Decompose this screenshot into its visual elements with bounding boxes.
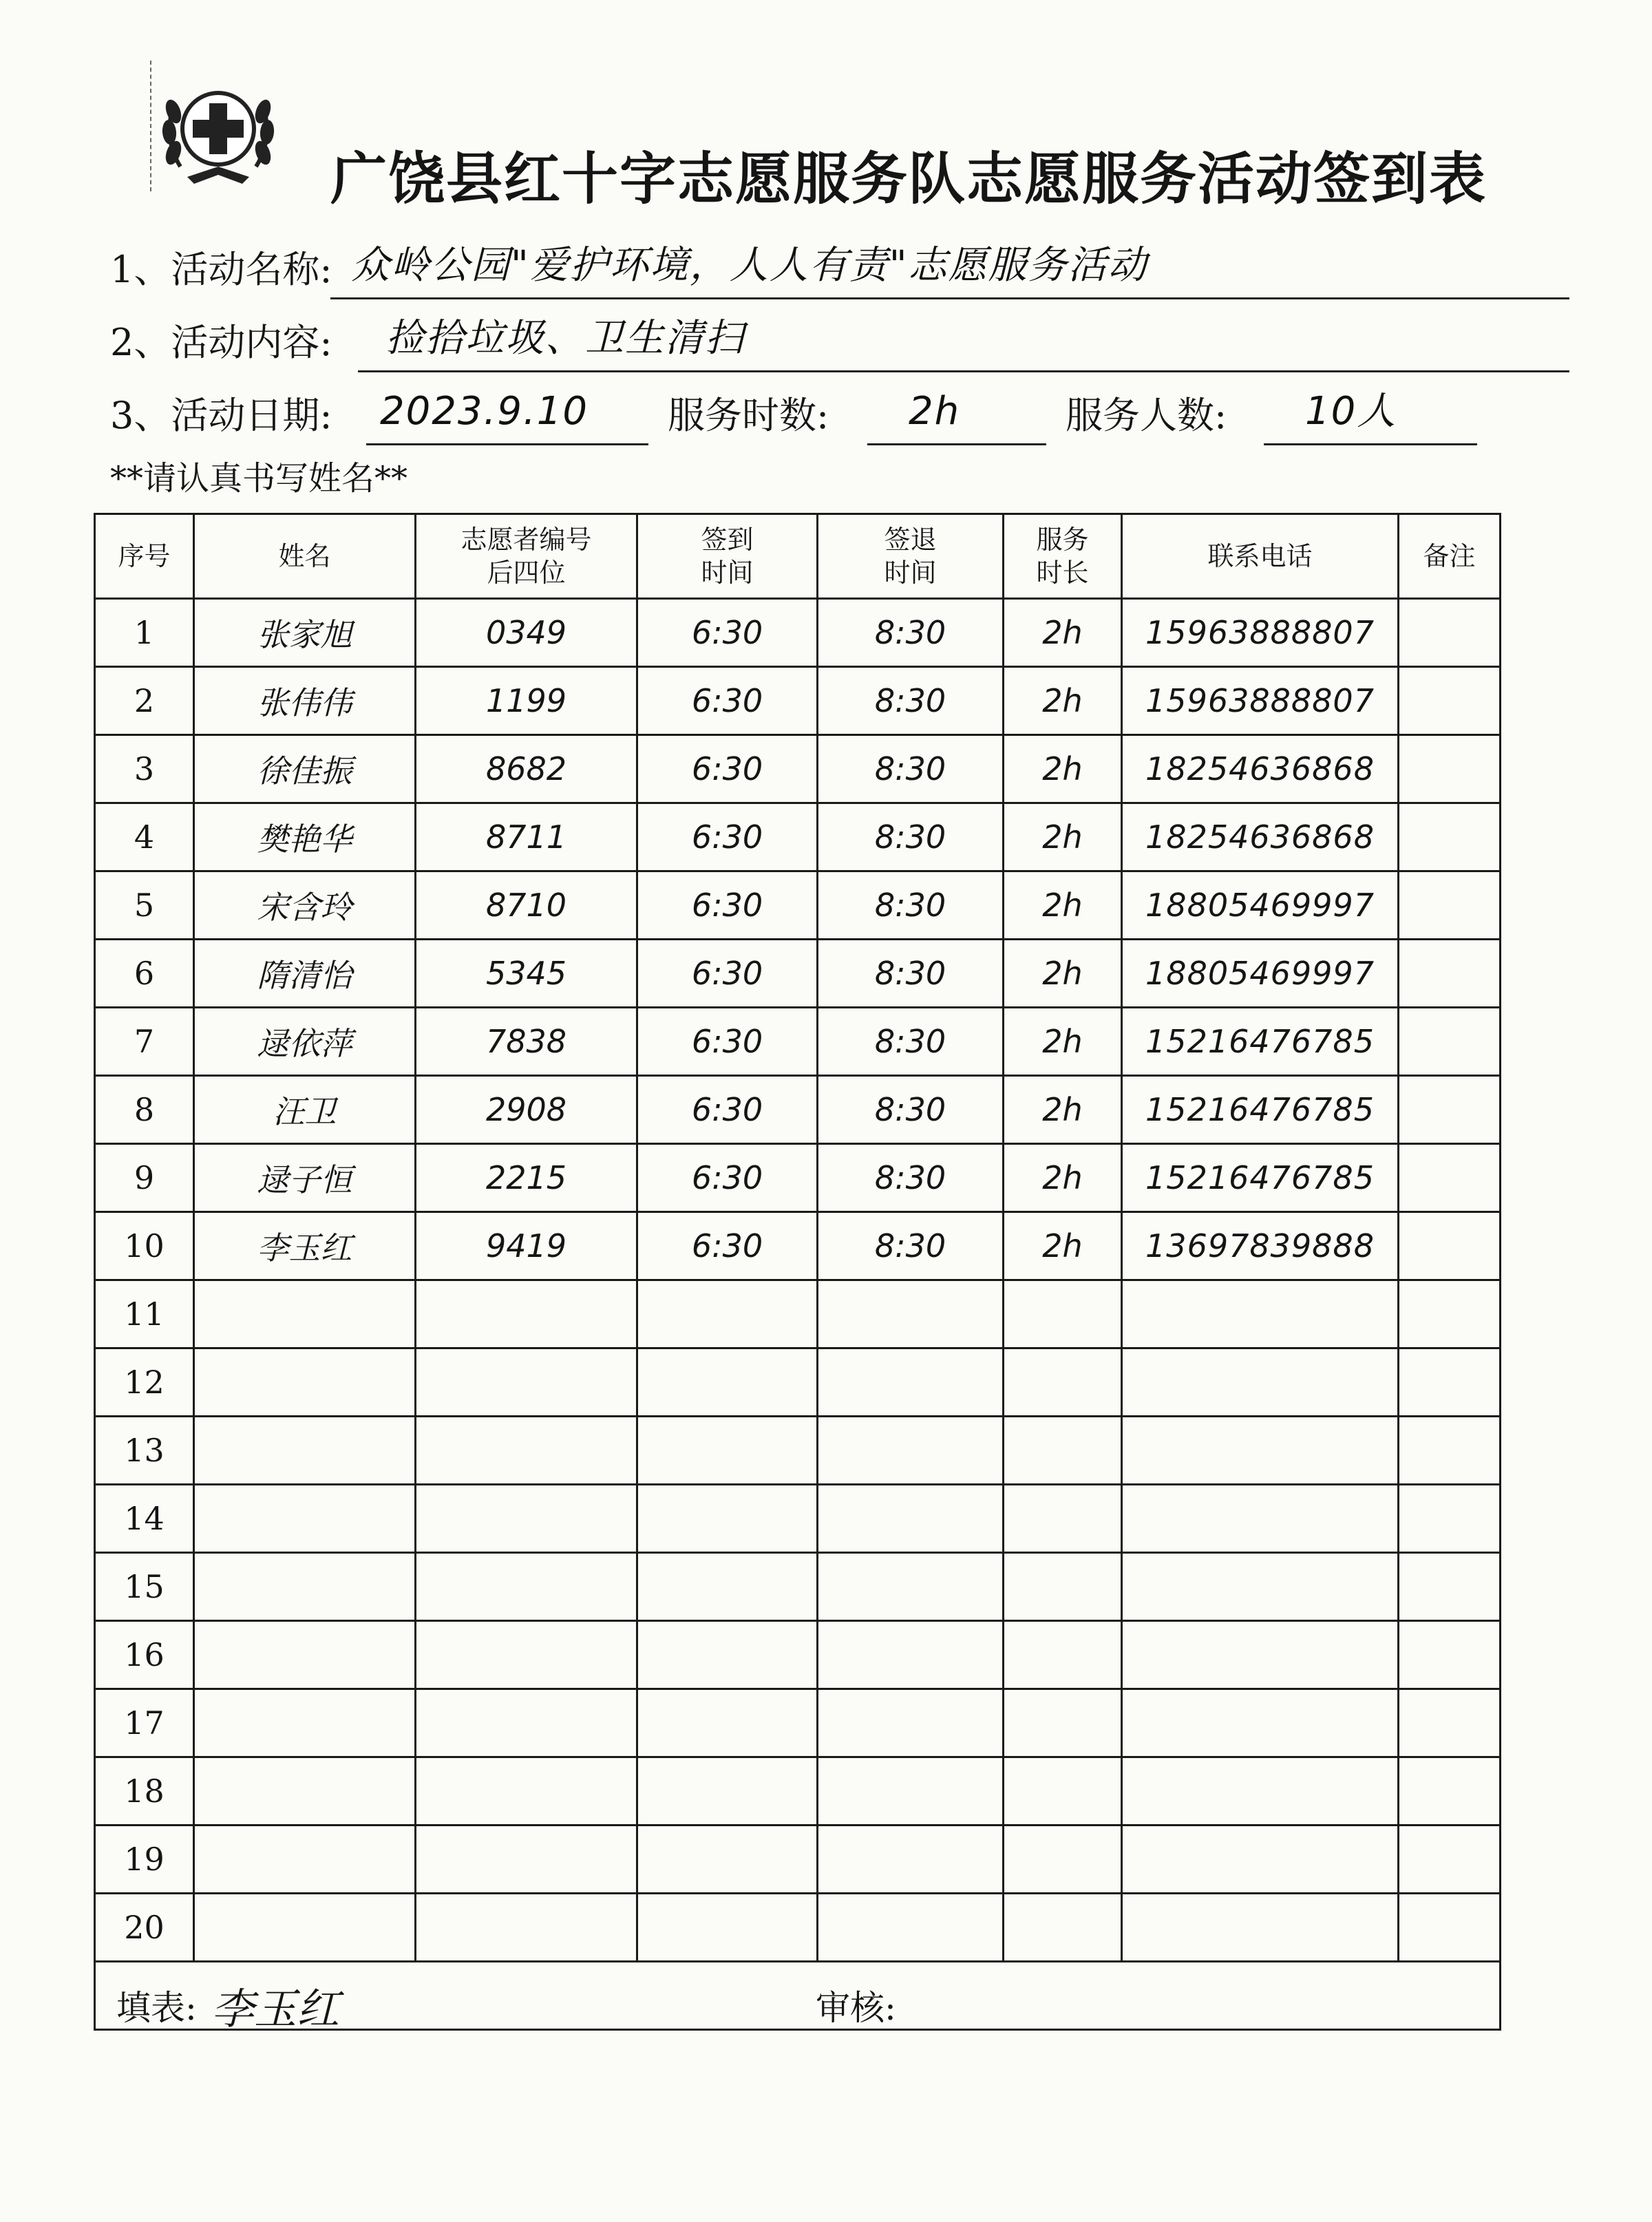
row-checkout: 8:30 [818, 599, 1004, 667]
row-volunteer-id [416, 1348, 637, 1417]
row-index: 11 [95, 1280, 194, 1348]
row-volunteer-id: 7838 [416, 1008, 637, 1076]
row-name [194, 1621, 416, 1689]
activity-name-underline [330, 242, 1569, 299]
row-index: 14 [95, 1485, 194, 1553]
row-remarks [1399, 1008, 1501, 1076]
row-duration: 2h [1004, 599, 1122, 667]
reviewer-label: 审核: [816, 1988, 896, 2028]
row-remarks [1399, 1348, 1501, 1417]
row-volunteer-id: 1199 [416, 667, 637, 735]
table-row [95, 1894, 1501, 1962]
row-volunteer-id: 0349 [416, 599, 637, 667]
row-checkout [818, 1348, 1004, 1417]
table-row [95, 1826, 1501, 1894]
activity-content-underline [358, 315, 1569, 372]
row-remarks [1399, 1553, 1501, 1621]
row-duration [1004, 1621, 1122, 1689]
row-remarks [1399, 1485, 1501, 1553]
row-index: 1 [95, 599, 194, 667]
row-checkin [637, 1417, 818, 1485]
row-checkin [637, 1485, 818, 1553]
row-checkout: 8:30 [818, 1076, 1004, 1144]
row-index: 18 [95, 1757, 194, 1826]
service-people-underline [1264, 388, 1477, 445]
row-volunteer-id [416, 1553, 637, 1621]
row-index: 15 [95, 1553, 194, 1621]
row-name: 隋清怡 [194, 940, 416, 1008]
row-phone: 15963888807 [1122, 599, 1399, 667]
row-checkout: 8:30 [818, 803, 1004, 871]
row-duration [1004, 1894, 1122, 1962]
row-name: 逯依萍 [194, 1008, 416, 1076]
activity-name-label: 1、活动名称: [110, 248, 332, 291]
row-phone: 15216476785 [1122, 1076, 1399, 1144]
row-phone: 15963888807 [1122, 667, 1399, 735]
row-index: 19 [95, 1826, 194, 1894]
row-index: 20 [95, 1894, 194, 1962]
row-name: 李玉红 [194, 1212, 416, 1280]
row-index: 16 [95, 1621, 194, 1689]
row-duration: 2h [1004, 667, 1122, 735]
row-remarks [1399, 599, 1501, 667]
row-volunteer-id [416, 1417, 637, 1485]
row-volunteer-id [416, 1485, 637, 1553]
row-volunteer-id [416, 1280, 637, 1348]
row-remarks [1399, 803, 1501, 871]
row-name: 逯子恒 [194, 1144, 416, 1212]
row-name [194, 1485, 416, 1553]
row-checkin [637, 1553, 818, 1621]
col-header-name: 姓名 [194, 514, 416, 599]
row-checkin: 6:30 [637, 599, 818, 667]
table-row [95, 1348, 1501, 1417]
page-title: 广饶县红十字志愿服务队志愿服务活动签到表 [330, 146, 1487, 212]
row-index: 10 [95, 1212, 194, 1280]
row-volunteer-id: 8682 [416, 735, 637, 803]
table-row [95, 1621, 1501, 1689]
col-header-checkout [818, 514, 1004, 599]
row-checkin [637, 1689, 818, 1757]
col-header-duration-line2: 时长 [1036, 558, 1089, 588]
row-remarks [1399, 667, 1501, 735]
row-volunteer-id: 2215 [416, 1144, 637, 1212]
row-remarks [1399, 871, 1501, 940]
row-name [194, 1280, 416, 1348]
signin-table [94, 513, 1501, 2031]
row-remarks [1399, 735, 1501, 803]
row-index: 8 [95, 1076, 194, 1144]
row-volunteer-id [416, 1757, 637, 1826]
row-duration [1004, 1689, 1122, 1757]
service-hours-value: 2h [909, 389, 961, 434]
row-remarks [1399, 1826, 1501, 1894]
row-name [194, 1689, 416, 1757]
row-duration [1004, 1485, 1122, 1553]
row-name: 汪卫 [194, 1076, 416, 1144]
row-index: 12 [95, 1348, 194, 1417]
table-row [95, 1144, 1501, 1212]
row-volunteer-id [416, 1894, 637, 1962]
row-checkin [637, 1757, 818, 1826]
activity-date-label: 3、活动日期: [110, 394, 332, 437]
activity-content-value: 捡拾垃圾、卫生清扫 [385, 316, 745, 361]
col-header-phone: 联系电话 [1122, 514, 1399, 599]
row-duration: 2h [1004, 1008, 1122, 1076]
col-header-volunteer-id [416, 514, 637, 599]
row-phone [1122, 1417, 1399, 1485]
table-row [95, 1689, 1501, 1757]
row-name: 张家旭 [194, 599, 416, 667]
row-checkout: 8:30 [818, 1144, 1004, 1212]
row-volunteer-id [416, 1689, 637, 1757]
row-name: 徐佳振 [194, 735, 416, 803]
row-volunteer-id: 5345 [416, 940, 637, 1008]
row-phone: 18254636868 [1122, 803, 1399, 871]
row-index: 9 [95, 1144, 194, 1212]
table-row [95, 735, 1501, 803]
row-checkout: 8:30 [818, 871, 1004, 940]
activity-content-label: 2、活动内容: [110, 321, 332, 364]
row-phone: 18805469997 [1122, 940, 1399, 1008]
row-checkin [637, 1826, 818, 1894]
row-phone [1122, 1689, 1399, 1757]
row-checkout: 8:30 [818, 1212, 1004, 1280]
col-header-duration [1004, 514, 1122, 599]
row-phone [1122, 1348, 1399, 1417]
col-header-checkin-line1: 签到 [701, 525, 754, 555]
row-phone [1122, 1894, 1399, 1962]
table-row [95, 871, 1501, 940]
row-remarks [1399, 1417, 1501, 1485]
row-checkout: 8:30 [818, 940, 1004, 1008]
activity-content-row [110, 315, 1473, 370]
activity-name-value: 众岭公园"爱护环境，人人有责"志愿服务活动 [351, 243, 1148, 288]
row-phone [1122, 1553, 1399, 1621]
row-checkin [637, 1894, 818, 1962]
row-duration [1004, 1553, 1122, 1621]
row-duration: 2h [1004, 1144, 1122, 1212]
row-index: 4 [95, 803, 194, 871]
row-phone [1122, 1757, 1399, 1826]
activity-date-underline [366, 388, 648, 445]
table-row [95, 1280, 1501, 1348]
row-remarks [1399, 1689, 1501, 1757]
row-checkin: 6:30 [637, 1212, 818, 1280]
row-checkout [818, 1417, 1004, 1485]
row-checkout [818, 1689, 1004, 1757]
row-duration [1004, 1417, 1122, 1485]
row-remarks [1399, 1621, 1501, 1689]
row-duration: 2h [1004, 940, 1122, 1008]
row-phone: 18254636868 [1122, 735, 1399, 803]
row-checkin: 6:30 [637, 1144, 818, 1212]
row-name: 樊艳华 [194, 803, 416, 871]
row-checkout [818, 1621, 1004, 1689]
row-checkin: 6:30 [637, 803, 818, 871]
service-hours-label: 服务时数: [668, 394, 829, 437]
row-remarks [1399, 1076, 1501, 1144]
row-index: 5 [95, 871, 194, 940]
row-duration [1004, 1280, 1122, 1348]
row-duration: 2h [1004, 1212, 1122, 1280]
footer-cell [95, 1962, 1501, 2030]
row-remarks [1399, 1212, 1501, 1280]
row-volunteer-id: 2908 [416, 1076, 637, 1144]
row-remarks [1399, 1280, 1501, 1348]
row-checkin [637, 1348, 818, 1417]
col-header-volunteer-id-line2: 后四位 [487, 558, 566, 588]
row-index: 17 [95, 1689, 194, 1757]
activity-date-row [110, 388, 1473, 443]
row-checkout: 8:30 [818, 1008, 1004, 1076]
row-duration: 2h [1004, 871, 1122, 940]
row-checkout [818, 1757, 1004, 1826]
red-cross-emblem-icon [153, 63, 284, 194]
row-remarks [1399, 1757, 1501, 1826]
table-row [95, 940, 1501, 1008]
row-duration [1004, 1757, 1122, 1826]
row-phone: 15216476785 [1122, 1144, 1399, 1212]
row-volunteer-id [416, 1826, 637, 1894]
write-name-note: **请认真书写姓名** [110, 459, 408, 498]
table-row [95, 803, 1501, 871]
row-volunteer-id: 8710 [416, 871, 637, 940]
table-row [95, 667, 1501, 735]
row-phone [1122, 1621, 1399, 1689]
row-name [194, 1348, 416, 1417]
row-phone: 13697839888 [1122, 1212, 1399, 1280]
col-header-checkout-line1: 签退 [884, 525, 937, 555]
table-row [95, 1076, 1501, 1144]
row-remarks [1399, 1144, 1501, 1212]
table-header-row [95, 514, 1501, 599]
row-checkout: 8:30 [818, 667, 1004, 735]
service-hours-underline [867, 388, 1046, 445]
service-people-value: 10人 [1305, 389, 1397, 434]
table-row [95, 1008, 1501, 1076]
row-phone [1122, 1485, 1399, 1553]
table-row [95, 1485, 1501, 1553]
row-checkin [637, 1280, 818, 1348]
table-row [95, 1553, 1501, 1621]
row-checkout [818, 1894, 1004, 1962]
row-checkin: 6:30 [637, 940, 818, 1008]
row-checkout [818, 1280, 1004, 1348]
row-phone [1122, 1826, 1399, 1894]
row-remarks [1399, 1894, 1501, 1962]
filler-label: 填表: [116, 1988, 197, 2028]
row-checkout [818, 1485, 1004, 1553]
row-duration: 2h [1004, 735, 1122, 803]
row-checkin: 6:30 [637, 735, 818, 803]
row-checkout: 8:30 [818, 735, 1004, 803]
row-name [194, 1826, 416, 1894]
row-volunteer-id: 8711 [416, 803, 637, 871]
row-name [194, 1757, 416, 1826]
row-checkout [818, 1826, 1004, 1894]
row-name: 张伟伟 [194, 667, 416, 735]
table-row [95, 599, 1501, 667]
row-checkin: 6:30 [637, 667, 818, 735]
row-checkout [818, 1553, 1004, 1621]
col-header-remarks: 备注 [1399, 514, 1501, 599]
row-checkin: 6:30 [637, 871, 818, 940]
row-phone: 15216476785 [1122, 1008, 1399, 1076]
col-header-duration-line1: 服务 [1036, 525, 1089, 555]
table-row [95, 1212, 1501, 1280]
row-checkin: 6:30 [637, 1076, 818, 1144]
row-name [194, 1553, 416, 1621]
table-row [95, 1417, 1501, 1485]
row-name [194, 1894, 416, 1962]
row-name: 宋含玲 [194, 871, 416, 940]
filler-signature: 李玉红 [211, 1984, 340, 2030]
row-index: 7 [95, 1008, 194, 1076]
row-duration [1004, 1826, 1122, 1894]
row-index: 2 [95, 667, 194, 735]
col-header-checkin-line2: 时间 [701, 558, 754, 588]
row-volunteer-id: 9419 [416, 1212, 637, 1280]
col-header-index: 序号 [95, 514, 194, 599]
row-phone [1122, 1280, 1399, 1348]
row-remarks [1399, 940, 1501, 1008]
col-header-checkin [637, 514, 818, 599]
row-phone: 18805469997 [1122, 871, 1399, 940]
row-duration: 2h [1004, 1076, 1122, 1144]
row-index: 3 [95, 735, 194, 803]
row-volunteer-id [416, 1621, 637, 1689]
service-people-label: 服务人数: [1066, 394, 1227, 437]
row-name [194, 1417, 416, 1485]
row-checkin: 6:30 [637, 1008, 818, 1076]
activity-name-row [110, 242, 1473, 297]
table-row [95, 1757, 1501, 1826]
row-duration: 2h [1004, 803, 1122, 871]
table-footer-row [95, 1962, 1501, 2030]
col-header-volunteer-id-line1: 志愿者编号 [460, 525, 592, 555]
col-header-checkout-line2: 时间 [884, 558, 937, 588]
row-index: 6 [95, 940, 194, 1008]
row-duration [1004, 1348, 1122, 1417]
row-index: 13 [95, 1417, 194, 1485]
row-checkin [637, 1621, 818, 1689]
activity-date-value: 2023.9.10 [380, 389, 589, 434]
